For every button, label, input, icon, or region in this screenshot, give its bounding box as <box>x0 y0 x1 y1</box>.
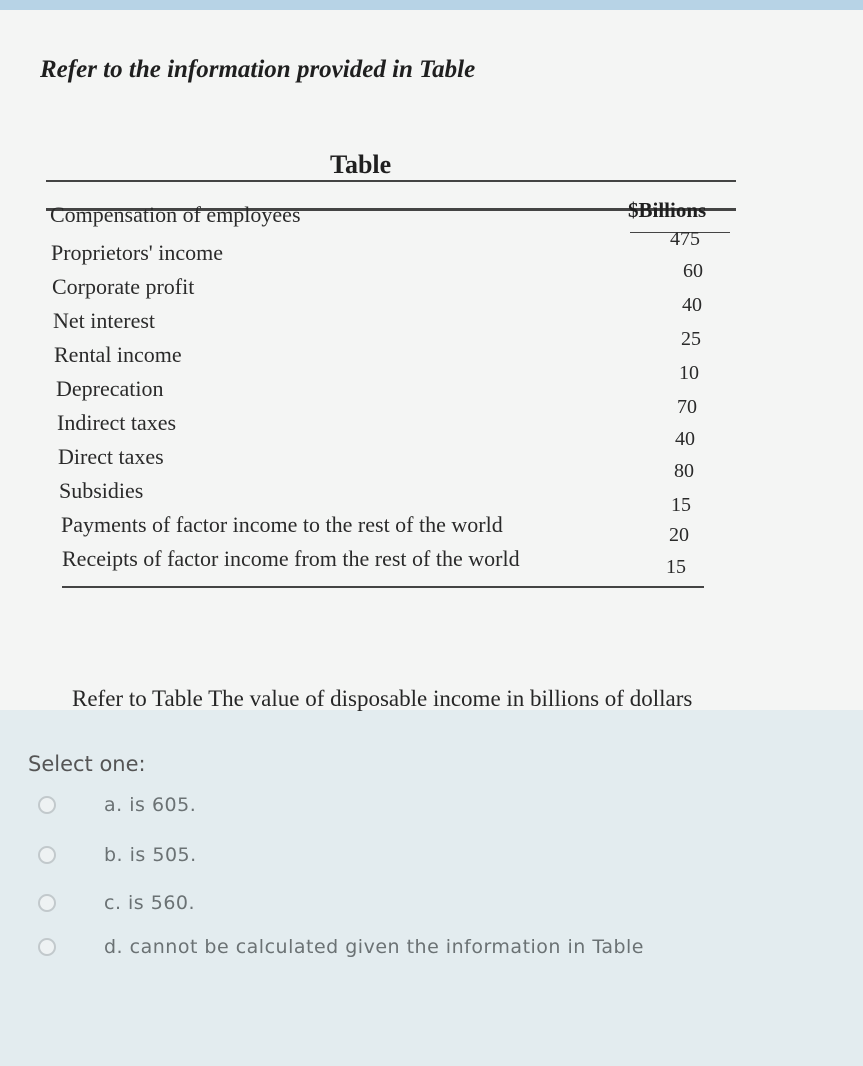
table-row-label: Compensation of employees <box>50 202 301 227</box>
table-row-label: Corporate profit <box>52 274 195 299</box>
table-row-label: Subsidies <box>59 478 144 503</box>
answer-option-text[interactable]: d. cannot be calculated given the information in Table <box>104 936 644 958</box>
radio-button-c[interactable] <box>38 894 56 912</box>
table-row-label: Direct taxes <box>58 444 164 469</box>
radio-button-a[interactable] <box>38 796 56 814</box>
answer-option-text[interactable]: c. is 560. <box>104 892 196 914</box>
answer-option-b[interactable] <box>38 840 197 870</box>
radio-button-d[interactable] <box>38 938 56 956</box>
answer-option-a[interactable] <box>38 790 197 820</box>
value-column-header: $Billions <box>628 198 707 222</box>
table-row-label: Deprecation <box>56 376 164 401</box>
answer-option-c[interactable] <box>38 888 196 918</box>
table-row-label: Receipts of factor income from the rest of the world <box>62 546 520 571</box>
table-row-value: 60 <box>683 260 703 282</box>
table-row-value: 15 <box>666 556 686 578</box>
table-row-value: 475 <box>670 228 700 250</box>
table-bottom-rule <box>62 586 704 588</box>
radio-button-b[interactable] <box>38 846 56 864</box>
table-row-value: 15 <box>671 494 691 516</box>
table-row-value: 80 <box>674 460 694 482</box>
table-title: Table <box>330 150 392 179</box>
table-row-value: 20 <box>669 524 689 546</box>
answer-option-text[interactable]: a. is 605. <box>104 794 197 816</box>
answer-option-d[interactable] <box>38 932 644 962</box>
table-row-value: 40 <box>675 428 695 450</box>
table-top-rule <box>46 180 736 182</box>
table-row-value: 70 <box>677 396 697 418</box>
table-row-label: Payments of factor income to the rest of the world <box>61 512 503 537</box>
table-row-label: Indirect taxes <box>57 410 177 435</box>
table-row-value: 25 <box>681 328 701 350</box>
table-row-label: Rental income <box>54 342 182 367</box>
answer-option-text[interactable]: b. is 505. <box>104 844 197 866</box>
question-image <box>0 10 863 710</box>
select-one-label: Select one: <box>28 752 146 776</box>
question-heading: Refer to the information provided in Table <box>40 56 476 83</box>
table-row-value: 10 <box>679 362 699 384</box>
table-row-label: Proprietors' income <box>51 240 223 265</box>
question-text: Refer to Table The value of disposable income in billions of dollars <box>72 686 693 711</box>
table-row-value: 40 <box>682 294 702 316</box>
table-row-label: Net interest <box>53 308 156 333</box>
